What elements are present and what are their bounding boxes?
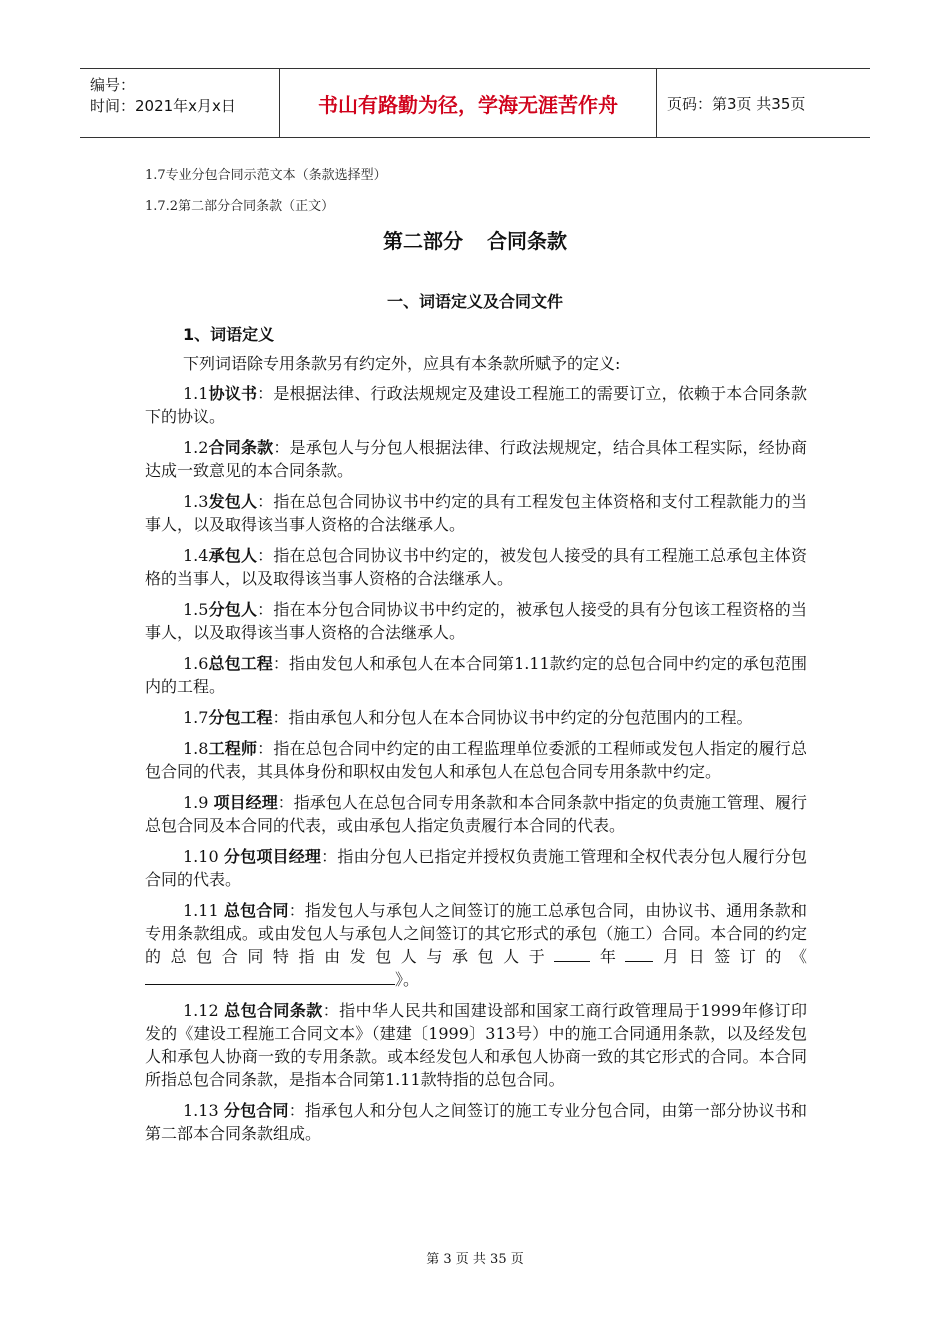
definition-1-7: 1.7分包工程：指由承包人和分包人在本合同协议书中约定的分包范围内的工程。 [183, 708, 753, 727]
breadcrumb-1: 1.7专业分包合同示范文本（条款选择型） [145, 168, 387, 183]
definition-1-8: 1.8工程师：指在总包合同中约定的由工程监理单位委派的工程师或发包人指定的履行总包合同的代表，其具体身份和职权由发包人和承包人在总包合同专用条款中约定。 [145, 739, 807, 781]
header-motto: 书山有路勤为径，学海无涯苦作舟 [280, 69, 657, 137]
intro-text: 下列词语除专用条款另有约定外，应具有本条款所赋予的定义: [183, 354, 621, 373]
page-footer: 第 3 页 共 35 页 [426, 1252, 524, 1267]
header-page-info: 页码：第3页 共35页 [667, 94, 806, 113]
section-title: 一、词语定义及合同文件 [386, 292, 563, 311]
header-meta [80, 69, 280, 137]
title-name: 合同条款 [487, 229, 567, 253]
year-blank [554, 947, 590, 962]
definition-1-10: 1.10 分包项目经理：指由分包人已指定并授权负责施工管理和全权代表分包人履行分包合同的代表。 [145, 847, 807, 889]
subsection-title: 1、词语定义 [183, 325, 275, 344]
definition-1-2: 1.2合同条款：是承包人与分包人根据法律、行政法规规定，结合具体工程实际，经协商达成一致意见的本合同条款。 [145, 438, 807, 480]
definition-1-12: 1.12 总包合同条款：指中华人民共和国建设部和国家工商行政管理局于1999年修订印发的《建设工程施工合同文本》（建建〔1999〕313号）中的施工合同通用条款，以及经发包人和承包人协商一致的专用条款。或本经发包人和承包人协商一致的其它形式的合同。本合同所指总包合同条款，是指本合同第1.11款特指的总包合同。 [145, 1001, 807, 1089]
definition-1-1: 1.1协议书：是根据法律、行政法规规定及建设工程施工的需要订立，依赖于本合同条款下的协议。 [145, 384, 807, 426]
definition-1-13: 1.13 分包合同：指承包人和分包人之间签订的施工专业分包合同，由第一部分协议书和第二部本合同条款组成。 [145, 1101, 807, 1143]
definition-1-11: 1.11 总包合同：指发包人与承包人之间签订的施工总承包合同，由协议书、通用条款和专用条款组成。或由发包人与承包人之间签订的其它形式的承包（施工）合同。本合同的约定的总包合同特指由发包人与承包人于 年 月日签订的《》。 [145, 901, 807, 989]
number-label: 编号： [90, 76, 136, 94]
definition-1-3: 1.3发包人：指在总包合同协议书中约定的具有工程发包主体资格和支付工程款能力的当事人，以及取得该当事人资格的合法继承人。 [145, 492, 807, 534]
breadcrumb-2: 1.7.2第二部分合同条款（正文） [145, 199, 335, 214]
title-part: 第二部分 [383, 229, 463, 253]
month-blank [625, 947, 653, 962]
document-header [80, 68, 870, 138]
definition-1-9: 1.9 项目经理：指承包人在总包合同专用条款和本合同条款中指定的负责施工管理、履行总包合同及本合同的代表，或由承包人指定负责履行本合同的代表。 [145, 793, 807, 835]
date-label: 时间：2021年x月x日 [90, 97, 236, 115]
definition-1-5: 1.5分包人：指在本分包合同协议书中约定的，被承包人接受的具有分包该工程资格的当事人，以及取得该当事人资格的合法继承人。 [145, 600, 807, 642]
definitions-body [145, 382, 807, 1153]
definition-1-6: 1.6总包工程：指由发包人和承包人在本合同第1.11款约定的总包合同中约定的承包范围内的工程。 [145, 654, 807, 696]
page-title [0, 225, 950, 254]
contract-name-blank [145, 970, 395, 985]
definition-1-4: 1.4承包人：指在总包合同协议书中约定的，被发包人接受的具有工程施工总承包主体资格的当事人，以及取得该当事人资格的合法继承人。 [145, 546, 807, 588]
